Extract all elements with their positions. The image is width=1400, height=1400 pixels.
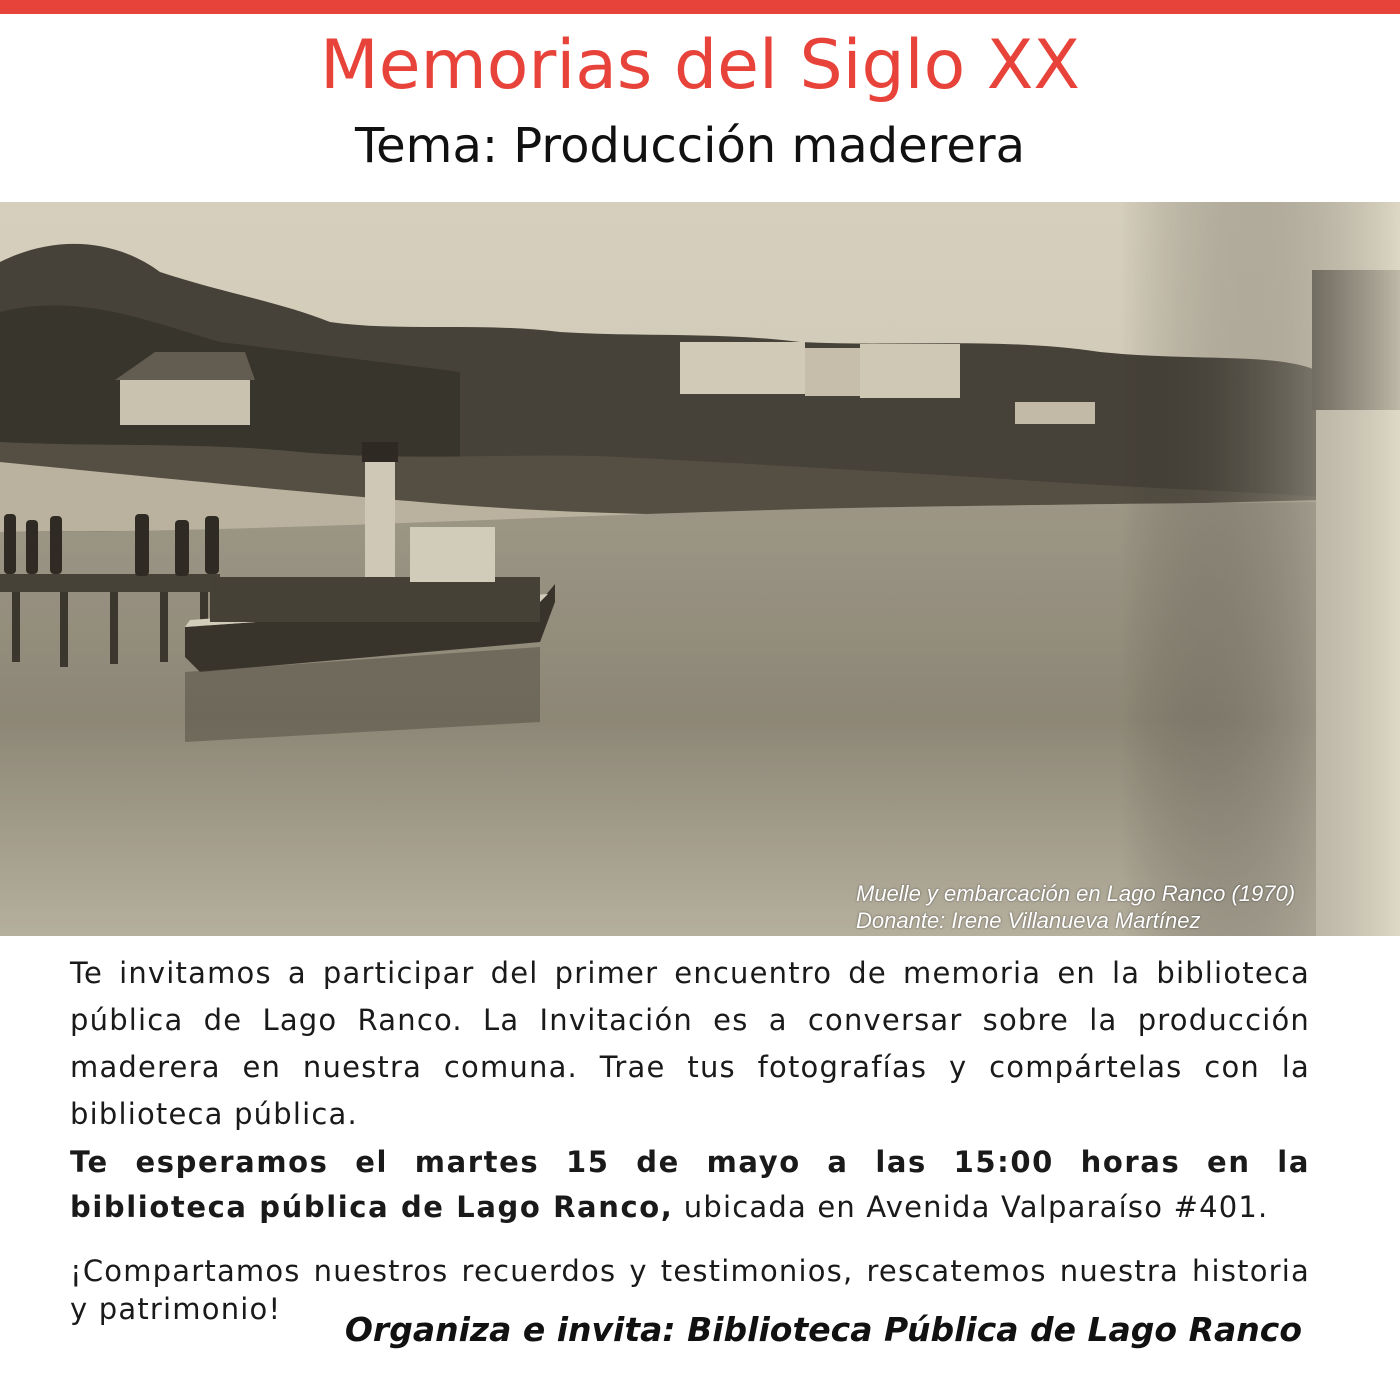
- poster-title: Memorias del Siglo XX: [320, 26, 1080, 105]
- caption-title: Muelle y embarcación en Lago Ranco (1970): [856, 881, 1296, 906]
- top-accent-bar: [0, 0, 1400, 14]
- event-details-paragraph: [70, 1140, 1310, 1230]
- lake-dock-photo: [0, 202, 1400, 936]
- historic-photo: [0, 202, 1400, 936]
- event-address: ubicada en Avenida Valparaíso #401.: [673, 1190, 1269, 1224]
- caption-donor: Donante: Irene Villanueva Martínez: [856, 908, 1201, 933]
- call-to-action-paragraph: ¡Compartamos nuestros recuerdos y testimonios, rescatemos nuestra historia y patrimonio!: [70, 1254, 1310, 1326]
- poster-subtitle: Tema: Producción maderera: [354, 118, 1026, 174]
- photo-caption: [856, 880, 1396, 934]
- event-date-location: Te esperamos el martes 15 de mayo a las 15:00 horas en la biblioteca pública de Lago Ranco,: [70, 1145, 1310, 1224]
- invitation-paragraph: Te invitamos a participar del primer encuentro de memoria en la biblioteca pública de Lago Ranco. La Invitación es a conversar sobre la producción maderera en nuestra comuna. Trae tus fotografías y compártelas con la biblioteca pública.: [70, 956, 1310, 1131]
- organizer-credit: Organiza e invita: Biblioteca Pública de Lago Ranco: [344, 1310, 1302, 1349]
